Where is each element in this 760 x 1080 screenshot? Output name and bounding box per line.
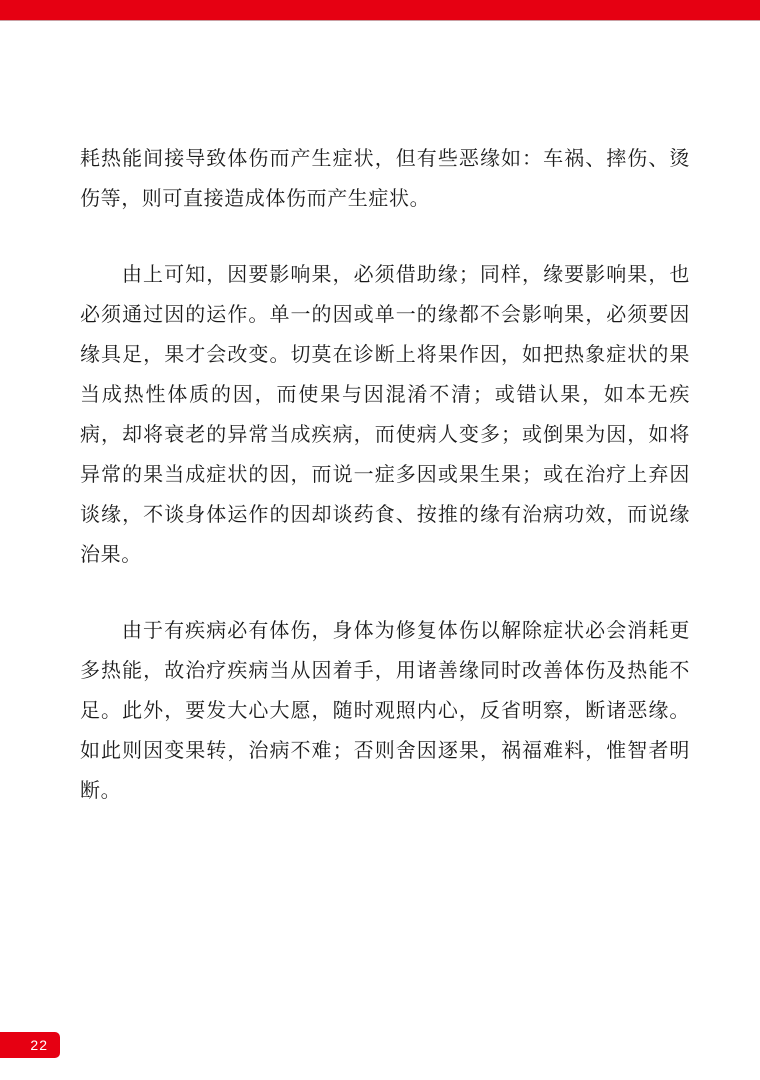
paragraph-2: 由上可知，因要影响果，必须借助缘；同样，缘要影响果，也必须通过因的运作。单一的因或单一的缘都不会影响果，必须要因缘具足，果才会改变。切莫在诊断上将果作因，如把热象症状的果当成热性体质的因，而使果与因混淆不清；或错认果，如本无疾病，却将衰老的异常当成疾病，而使病人变多；或倒果为因，如将异常的果当成症状的因，而说一症多因或果生果；或在治疗上弃因谈缘，不谈身体运作的因却谈药食、按推的缘有治病功效，而说缘治果。 (80, 262, 690, 566)
header-bar (0, 0, 760, 21)
paragraph-3: 由于有疾病必有体伤，身体为修复体伤以解除症状必会消耗更多热能，故治疗疾病当从因着手，用诸善缘同时改善体伤及热能不足。此外，要发大心大愿，随时观照内心，反省明察，断诸恶缘。如此则因变果转，治病不难；否则舍因逐果，祸福难料，惟智者明断。 (80, 618, 690, 802)
paragraph-1: 耗热能间接导致体伤而产生症状，但有些恶缘如：车祸、摔伤、烫伤等，则可直接造成体伤而产生症状。 (80, 146, 690, 210)
page-number-tab (0, 1032, 60, 1058)
page-number: 22 (30, 1037, 48, 1053)
document-body (80, 138, 690, 846)
